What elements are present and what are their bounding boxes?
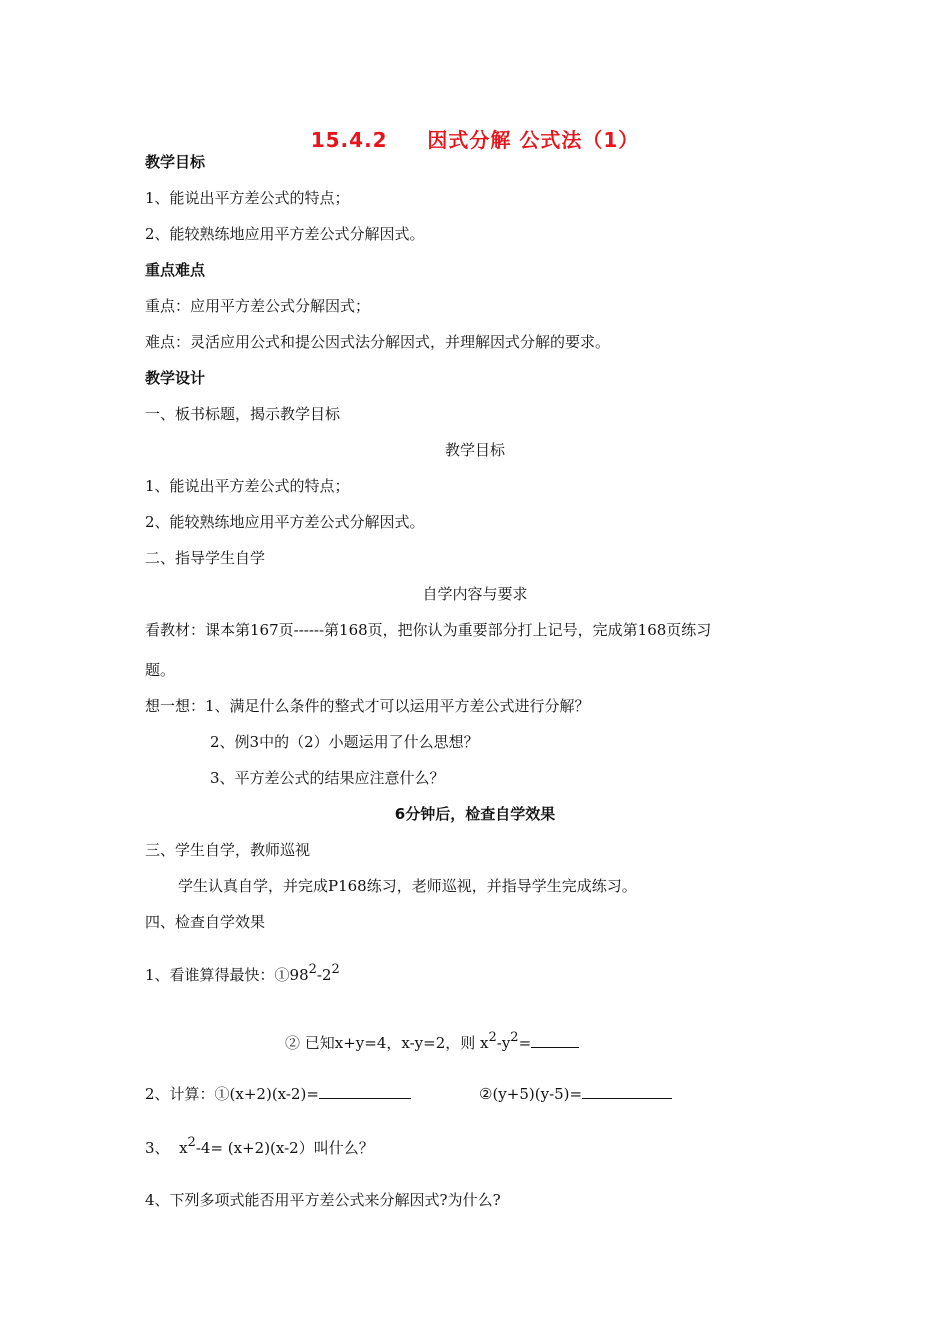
exercise-2-b-line [479, 1083, 672, 1105]
exercise-4: 4、下列多项式能否用平方差公式来分解因式?为什么? [145, 1191, 501, 1209]
exercise-2 [145, 1083, 411, 1105]
exercise-1-exponent-1: 2 [308, 962, 317, 977]
exercise-1b-exponent-1: 2 [488, 1030, 497, 1045]
exercise-2-b: ②(y+5)(y-5)= [479, 1085, 583, 1103]
step-3-text: 学生认真自学，并完成P168练习，老师巡视，并指导学生完成练习。 [178, 877, 637, 895]
step-2-heading: 二、指导学生自学 [145, 549, 266, 567]
focus-text: 重点：应用平方差公式分解因式； [145, 297, 371, 315]
keypoints-heading: 重点难点 [145, 261, 206, 279]
answer-blank [582, 1084, 672, 1099]
answer-blank [319, 1084, 411, 1099]
think-question-1: 想一想：1、满足什么条件的整式才可以运用平方差公式进行分解？ [145, 697, 590, 715]
exercise-1-base: 98 [289, 966, 309, 984]
step-4-heading: 四、检查自学效果 [145, 913, 266, 931]
page-title: 15.4.2 因式分解 公式法（1） [310, 128, 640, 152]
answer-blank [531, 1033, 579, 1048]
step-2-center-title: 自学内容与要求 [422, 585, 528, 603]
exercise-3-rest: -4= (x+2)(x-2）叫什么？ [195, 1139, 374, 1157]
step-3-heading: 三、学生自学，教师巡视 [145, 841, 311, 859]
objective-item-1: 1、能说出平方差公式的特点； [145, 189, 350, 207]
think-question-2: 2、例3中的（2）小题运用了什么思想？ [210, 733, 479, 751]
exercise-1b [285, 1032, 579, 1054]
exercise-1b-mid: -y [496, 1034, 511, 1052]
objectives-heading: 教学目标 [145, 153, 206, 171]
exercise-1b-prefix: ② 已知x+y=4，x-y=2，则 x [285, 1034, 489, 1052]
step-1-heading: 一、板书标题，揭示教学目标 [145, 405, 341, 423]
objective-item-2: 2、能较熟练地应用平方差公式分解因式。 [145, 225, 425, 243]
think-question-3: 3、平方差公式的结果应注意什么？ [210, 769, 445, 787]
exercise-1-exponent-2: 2 [331, 962, 340, 977]
difficulty-text: 难点：灵活应用公式和提公因式法分解因式，并理解因式分解的要求。 [145, 333, 611, 351]
after-six-minutes-note: 6分钟后，检查自学效果 [394, 805, 556, 823]
exercise-3-exponent: 2 [187, 1135, 196, 1150]
step-1-item-1: 1、能说出平方差公式的特点； [145, 477, 350, 495]
exercise-1b-equals: = [518, 1034, 532, 1052]
exercise-1-minus: -2 [316, 966, 332, 984]
reading-instruction-line-2: 题。 [145, 661, 176, 679]
exercise-3-prefix: 3、 x [145, 1139, 188, 1157]
exercise-1b-exponent-2: 2 [510, 1030, 519, 1045]
exercise-2-a: 2、计算：①(x+2)(x-2)= [145, 1085, 319, 1103]
reading-instruction-line-1: 看教材：课本第167页------第168页，把你认为重要部分打上记号，完成第168页练习 [145, 621, 712, 639]
design-heading: 教学设计 [145, 369, 206, 387]
exercise-1 [145, 964, 340, 986]
step-1-center-title: 教学目标 [444, 441, 505, 459]
exercise-1-prefix: 1、看谁算得最快：① [145, 966, 290, 984]
step-1-item-2: 2、能较熟练地应用平方差公式分解因式。 [145, 513, 425, 531]
exercise-3 [145, 1137, 374, 1159]
